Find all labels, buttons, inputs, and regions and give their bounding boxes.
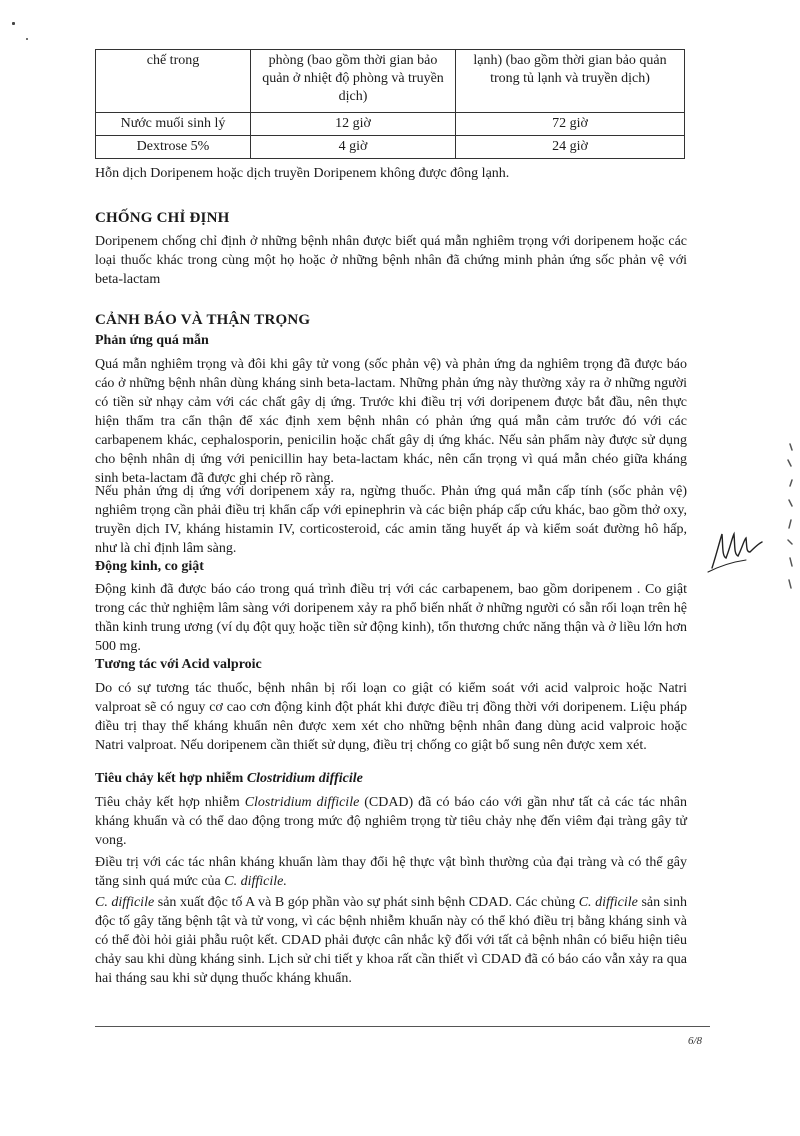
scan-speck bbox=[12, 22, 15, 25]
page-number: 6/8 bbox=[688, 1035, 703, 1047]
seizures-paragraph: Động kinh đã được báo cáo trong quá trình điều trị với các carbapenem, bao gồm doripenem . Co giật trong các thử nghiệm lâm sàng với doripenem xảy ra phổ biến nhất ở những người có sẵn rối loạn trên hệ thần kinh trung ương (ví dụ đột quỵ hoặc tiền sử động kinh), tổn thương chức năng thận và ở liều lớn hơn 500 mg. bbox=[95, 582, 687, 654]
valproic-heading: Tương tác với Acid valproic bbox=[95, 657, 262, 672]
cdad-paragraph-2 bbox=[95, 853, 687, 891]
scan-speck bbox=[26, 38, 28, 40]
contraindications-heading: CHỐNG CHỈ ĐỊNH bbox=[95, 210, 230, 226]
contraindications-text: Doripenem chống chỉ định ở những bệnh nhân được biết quá mẫn nghiêm trọng với doripenem hoặc các loại thuốc khác trong cùng một họ hoặc ở những bệnh nhân đã chứng minh phản ứng sốc phản vệ với beta-lactam bbox=[95, 234, 687, 287]
table-cell: 72 giờ bbox=[456, 113, 685, 136]
valproic-paragraph: Do có sự tương tác thuốc, bệnh nhân bị rối loạn co giật có kiểm soát với acid valproic hoặc Natri valproat sẽ có nguy cơ cao cơn động kinh đột phát khi được điều trị đồng thời với doripenem. Liệu pháp điều trị thay thế kháng khuẩn nên được xem xét cho những bệnh nhân đang dùng acid valproic hoặc Natri valproat. Nếu doripenem cần thiết sử dụng, điều trị chống co giật bổ sung nên được xem xét. bbox=[95, 681, 687, 753]
cdad-heading-prefix: Tiêu chảy kết hợp nhiễm bbox=[95, 771, 247, 786]
text-span: (CDAD) đã có báo cáo với gần như tất cả các tác nhân kháng khuẩn và có thể dao động trong mức độ nghiêm trọng từ tiêu chảy nhẹ đến viêm đại tràng gây tử vong. bbox=[95, 795, 688, 848]
text-span: sản xuất độc tố A và B góp phần vào sự phát sinh bệnh CDAD. Các chủng bbox=[154, 895, 579, 910]
cdad-paragraph-1 bbox=[95, 793, 687, 850]
table-cell: 24 giờ bbox=[456, 136, 685, 159]
table-row bbox=[96, 136, 685, 159]
organism-name: Clostridium difficile bbox=[244, 795, 360, 810]
hypersensitivity-heading: Phản ứng quá mẫn bbox=[95, 333, 209, 348]
table-cell: 4 giờ bbox=[251, 136, 456, 159]
table-row bbox=[96, 50, 685, 113]
organism-name: C. difficile bbox=[95, 895, 155, 910]
text-span: Tiêu chảy kết hợp nhiễm bbox=[95, 795, 245, 810]
text-span: Điều trị với các tác nhân kháng khuẩn làm thay đổi hệ thực vật bình thường của đại tràng và có thể gây tăng sinh quá mức của bbox=[95, 855, 687, 889]
table-cell: chế trong bbox=[96, 50, 251, 113]
table-row bbox=[96, 113, 685, 136]
organism-name: C. difficile. bbox=[224, 874, 287, 889]
table-cell: Dextrose 5% bbox=[96, 136, 251, 159]
storage-time-table bbox=[95, 49, 685, 159]
seizures-heading: Động kinh, co giật bbox=[95, 559, 204, 574]
table-cell: Nước muối sinh lý bbox=[96, 113, 251, 136]
table-cell: lạnh) (bao gồm thời gian bảo quản trong tủ lạnh và truyền dịch) bbox=[456, 50, 685, 113]
cdad-heading-organism: Clostridium difficile bbox=[246, 771, 363, 786]
footer-rule bbox=[95, 1026, 710, 1027]
cdad-paragraph-3 bbox=[95, 893, 687, 988]
handwritten-signature bbox=[706, 522, 766, 574]
scan-edge-marks bbox=[782, 440, 796, 600]
hypersensitivity-paragraph-1: Quá mẫn nghiêm trọng và đôi khi gây tử vong (sốc phản vệ) và phản ứng da nghiêm trọng đã được báo cáo ở những bệnh nhân dùng kháng sinh beta-lactam. Những phản ứng này thường xảy ra ở những người có tiền sử nhạy cảm với các chất gây dị ứng. Trước khi điều trị với doripenem được bắt đầu, nên thực hiện thẩm tra cẩn thận để xác định xem bệnh nhân có phản ứng quá mẫn cảm trước đó với các carbapenem khác, cephalosporin, penicilin hoặc chất gây dị ứng khác. Nếu sản phẩm này được sử dụng cho bệnh nhân dị ứng với penicillin hay beta-lactam khác, nên cẩn trọng vì quá mẫn chéo giữa kháng sinh beta-lactam đã được ghi chép rõ ràng. bbox=[95, 357, 687, 486]
hypersensitivity-paragraph-2: Nếu phản ứng dị ứng với doripenem xảy ra, ngừng thuốc. Phản ứng quá mẫn cấp tính (sốc phản vệ) nghiêm trọng cần phải điều trị khẩn cấp với epinephrin và các biện pháp cấp cứu khác, bao gồm thở oxy, truyền dịch IV, kháng histamin IV, corticosteroid, các amin tăng huyết áp và kiểm soát đường hô hấp, như là chỉ định lâm sàng. bbox=[95, 484, 687, 556]
warnings-heading: CẢNH BÁO VÀ THẬN TRỌNG bbox=[95, 312, 311, 328]
cdad-heading bbox=[95, 771, 363, 787]
table-cell: 12 giờ bbox=[251, 113, 456, 136]
text-span: sản sinh độc tố gây tăng bệnh tật và tử vong, vì các bệnh nhiễm khuẩn này có thể khó điều trị bằng kháng sinh và có thể đòi hỏi giải phẫu ruột kết. CDAD phải được cân nhắc kỹ đối với tất cả bệnh nhân có biểu hiện tiêu chảy sau khi dùng kháng sinh. Lịch sử chi tiết y khoa rất cần thiết vì CDAD đã có báo cáo vẫn xảy ra qua hai tháng sau khi sử dụng thuốc kháng khuẩn. bbox=[95, 895, 688, 986]
table-note: Hỗn dịch Doripenem hoặc dịch truyền Doripenem không được đông lạnh. bbox=[95, 166, 510, 181]
organism-name: C. difficile bbox=[578, 895, 638, 910]
table-cell: phòng (bao gồm thời gian bảo quản ở nhiệt độ phòng và truyền dịch) bbox=[251, 50, 456, 113]
